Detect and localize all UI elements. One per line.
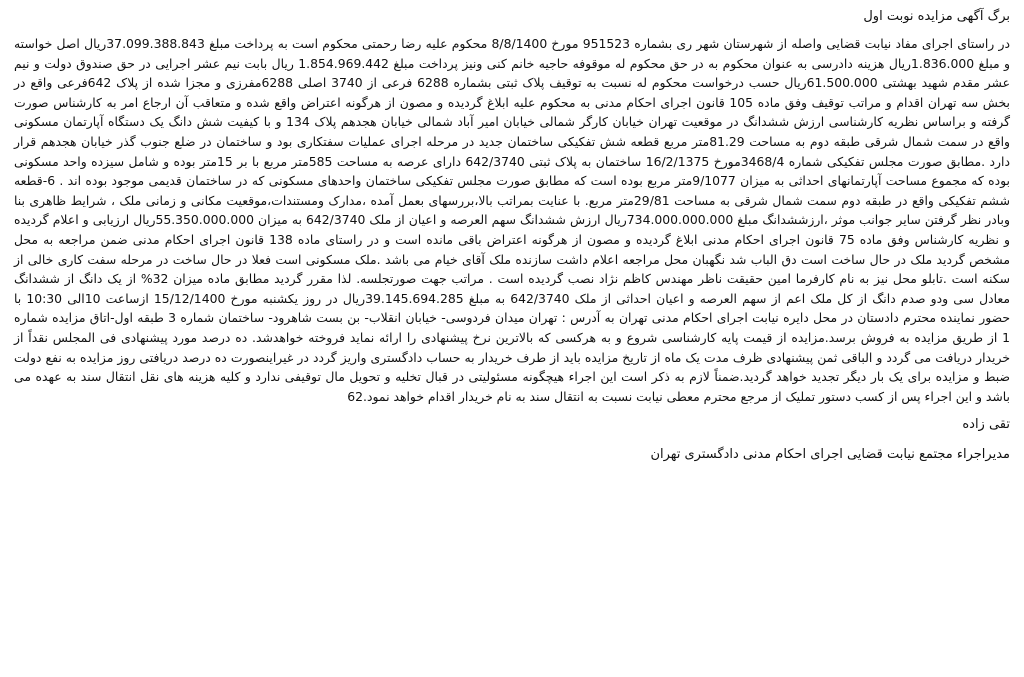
notice-body: در راستای اجرای مفاد نیابت قضایی واصله از شهرستان شهر ری بشماره 951523 مورخ 8/8/1400 محکوم علیه رضا رحمتی محکوم است به پرداخت مبلغ 37.099.388.843ریال اصل خواسته و مبلغ 1.836.000ریال هزینه دادرسی به عنوان محکوم به در حق محکوم له موقوفه حاجیه خانم کنی ونیز پرداخت مبلغ 1.854.969.442 ریال بابت نیم عشر اجرایی در حق صندوق دولت و نیم عشر مقدم شهید بهشتی 61.500.000ریال حسب درخواست محکوم له نسبت به توقیف پلاک ثبتی بشماره 6288 فرعی از 3740 اصلی 6288مفرزی و مجزا شده از پلاک 642فرعی واقع در بخش سه تهران اقدام و مراتب توقیف وفق ماده 105 قانون اجرای احکام مدنی به محکوم علیه ابلاغ گردیده و مصون از هرگونه اعتراض واقع شده و متعاقب آن ارجاع امر به کارشناس صورت گرفته و براساس نظریه کارشناسی ارزش ششدانگ در موقعیت تهران خیابان کارگر شمالی خیابان امیر آباد شمالی خیابان هجدهم پلاک 134 و با کیفیت شش دانگ یک دستگاه آپارتمان مسکونی واقع در سمت شمال شرقی طبقه دوم به مساحت 81.29متر مربع قطعه شش تفکیکی ساختمان جدید در مرحله اجرای عملیات سفتکاری بود و ساختمان در ضلع جنوب گذر خیابان هجدهم قرار دارد .مطابق صورت مجلس تفکیکی شماره 3468/4مورخ 16/2/1375 ساختمان به پلاک ثبتی 642/3740 دارای عرصه به مساحت 585متر مربع با بر 15متر بوده و شامل سیزده واحد مسکونی بوده که مجموع مساحت آپارتمانهای احداثی به میزان 9/1077متر مربع بوده است که مطابق صورت مجلس تفکیکی ساختمان واحدهای مسکونی که در ساختمان قدیمی موجود بوده اند . 6-قطعه ششم تفکیکی واقع در طبقه دوم سمت شمال شرقی به مساحت 29/81متر مربع. با عنایت بمراتب بالا،بررسهای بعمل آمده ،مدارک ومستندات،موقعیت مکانی و زمانی ملک ، شرایط ظاهری بنا وبادر نظر گرفتن سایر جوانب موثر ،ارزششدانگ مبلغ 734.000.000.000ریال ارزش ششدانگ سهم العرصه و اعیان از ملک 642/3740 به میزان 55.350.000.000ریال ارزیابی و اعلام گردیده و نظریه کارشناس وفق ماده 75 قانون اجرای احکام مدنی ابلاغ گردیده و مصون از هرگونه اعتراض باقی مانده است و در راستای ماده 138 قانون اجرای احکام مدنی ضمن مراجعه به محل مشخص گردید ملک در حال ساخت است دق الباب شد نگهبان محل مراجعه اعلام داشت سازنده ملک آقای خیام می باشد .ملک مسکونی است فعلا در حال ساخت در مرحله سفت کاری خالی از سکنه است .تابلو محل نیز به نام کارفرما امین حقیقت ناظر مهندس کاظم نژاد نصب گردیده است . مراتب جهت صورتجلسه. لذا مقرر گردید مطابق ماده میزان 32% از یک دانگ از ششدانگ معادل سی ودو صدم دانگ از کل ملک اعم از سهم العرصه و اعیان احداثی از ملک 642/3740 به مبلغ 39.145.694.285ریال در روز یکشنبه مورخ 15/12/1400 ازساعت 10الی 10:30 با حضور نماینده محترم دادستان در محل دایره نیابت اجرای احکام مدنی تهران به آدرس : تهران میدان فردوسی- خیابان انقلاب- بن بست شاهرود- ساختمان شماره 3 طبقه اول-اتاق مزایده شماره 1 از طریق مزایده به فروش برسد.مزایده از قیمت پایه کارشناسی شروع و به هرکسی که بالاترین نرخ پیشنهادی را ارائه نماید فروخته خواهدشد. ده درصد مورد پیشنهادی فی المجلس نقداً از خریدار دریافت می گردد و الباقی ثمن پیشنهادی ظرف مدت یک ماه از تاریخ مزایده باید از طرف خریدار به حساب دادگستری واریز گردد در غیراینصورت ده درصد دریافتی روز مزایده به نفع دولت ضبط و مزایده برای یک بار دیگر تجدید خواهد گردید.ضمناً لازم به ذکر است این اجراء هیچگونه مسئولیتی در قبال تخلیه و تحویل مال توقیفی ندارد و کلیه هزینه های نقل انتقال سند به عهده می باشد و این اجراء پس از کسب دستور تملیک از مرجع محترم معطی نیابت نسبت به انتقال سند به نام خریدار اقدام خواهد نمود.62 [14, 36, 1011, 404]
notice-title: برگ آگهی مزایده نوبت اول [863, 9, 1010, 24]
signature-name: تقی زاده [962, 417, 1010, 433]
issuer-footer: مدیراجراء مجتمع نیابت قضایی اجرای احکام مدنی دادگستری تهران [650, 447, 1010, 463]
